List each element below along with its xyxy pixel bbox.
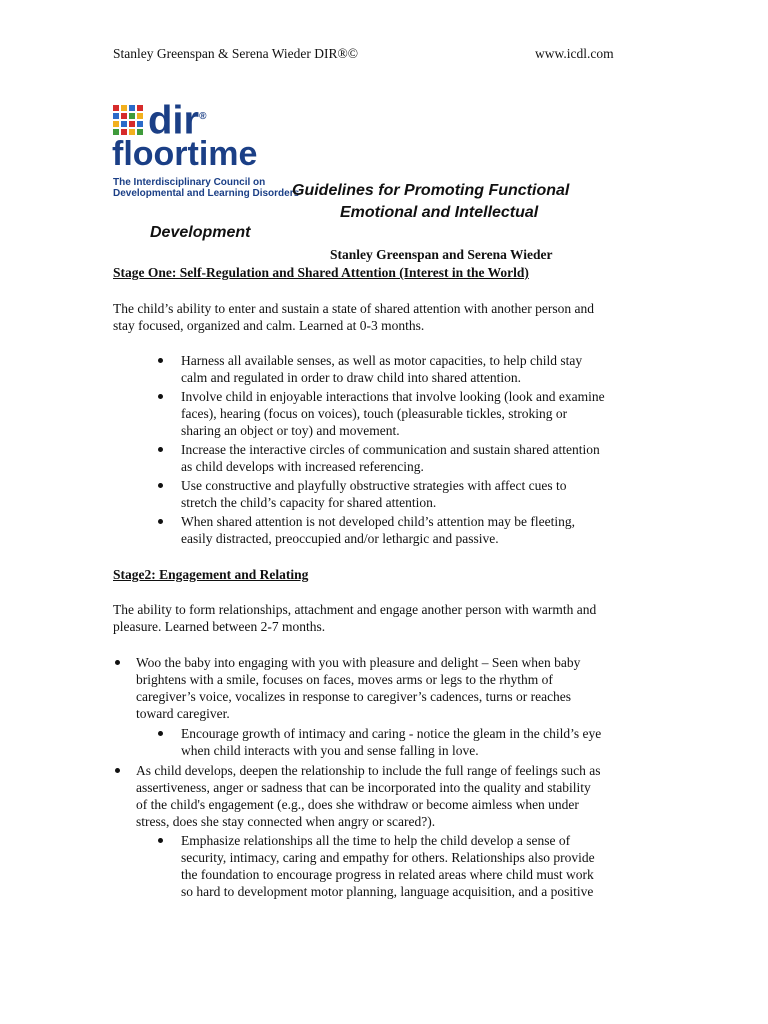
- bullet-icon: [158, 731, 163, 736]
- bullet-icon: [158, 519, 163, 524]
- stage2-intro: The ability to form relationships, attachment and engage another person with warmth and pleasure. Learned between 2-7 months.: [113, 602, 597, 634]
- stage1-heading: Stage One: Self-Regulation and Shared Attention (Interest in the World): [113, 265, 529, 280]
- bullet-icon: [158, 838, 163, 843]
- logo-council: The Interdisciplinary Council on Developmental and Learning Disorders: [113, 177, 300, 199]
- title-authors: Stanley Greenspan and Serena Wieder: [330, 247, 553, 262]
- logo-grid-icon: [113, 105, 144, 136]
- stage2-subbullet-1: Encourage growth of intimacy and caring - notice the gleam in the child’s eye when child interacts with you and sense falling in love.: [181, 726, 602, 758]
- title-line3: Development: [150, 224, 251, 241]
- bullet-icon: [158, 447, 163, 452]
- bullet-icon: [115, 768, 120, 773]
- bullet-icon: [158, 394, 163, 399]
- stage1-bullet-2: Involve child in enjoyable interactions that involve looking (look and examine faces), hearing (focus on voices), touch (pleasurable tickles, stroking or sharing an object or toy) and movement.: [181, 389, 605, 438]
- stage2-heading: Stage2: Engagement and Relating: [113, 567, 309, 582]
- stage1-intro: The child’s ability to enter and sustain a state of shared attention with another person and stay focused, organized and calm. Learned at 0-3 months.: [113, 301, 594, 333]
- header-authors: Stanley Greenspan & Serena Wieder DIR®©: [113, 46, 359, 61]
- bullet-icon: [158, 358, 163, 363]
- bullet-icon: [115, 660, 120, 665]
- logo-word-dir: dir®: [148, 98, 207, 143]
- logo-word-floortime: floortime: [112, 135, 258, 173]
- stage1-bullet-4: Use constructive and playfully obstructive strategies with affect cues to stretch the child’s capacity for shared attention.: [181, 478, 567, 510]
- title-line2: Emotional and Intellectual: [340, 204, 539, 221]
- stage2-bullet-2: As child develops, deepen the relationship to include the full range of feelings such as assertiveness, anger or sadness that can be incorporated into the quality and stability of the child's engagement (e.g., does she withdraw or become aimless when under stress, does she stay connected when angry or scared?).: [136, 763, 601, 829]
- header-url[interactable]: www.icdl.com: [535, 46, 614, 61]
- stage1-bullet-5: When shared attention is not developed child’s attention may be fleeting, easily distracted, preoccupied and/or lethargic and passive.: [181, 514, 576, 546]
- title-line1: Guidelines for Promoting Functional: [292, 182, 570, 199]
- stage2-subbullet-2: Emphasize relationships all the time to help the child develop a sense of security, intimacy, caring and empathy for others. Relationships also provide the foundation to encourage progress in related areas where child must work so hard to development motor planning, language acquisition, and a positive: [181, 833, 595, 899]
- stage2-bullet-1: Woo the baby into engaging with you with pleasure and delight – Seen when baby brightens with a smile, focuses on faces, moves arms or legs to the rhythm of caregiver’s voice, vocalizes in response to caregiver’s cadences, turns or reaches toward caregiver.: [136, 655, 581, 721]
- stage1-bullet-3: Increase the interactive circles of communication and sustain shared attention as child develops with increased referencing.: [181, 442, 600, 474]
- stage1-bullet-1: Harness all available senses, as well as motor capacities, to help child stay calm and regulated in order to draw child into shared attention.: [181, 353, 583, 385]
- bullet-icon: [158, 483, 163, 488]
